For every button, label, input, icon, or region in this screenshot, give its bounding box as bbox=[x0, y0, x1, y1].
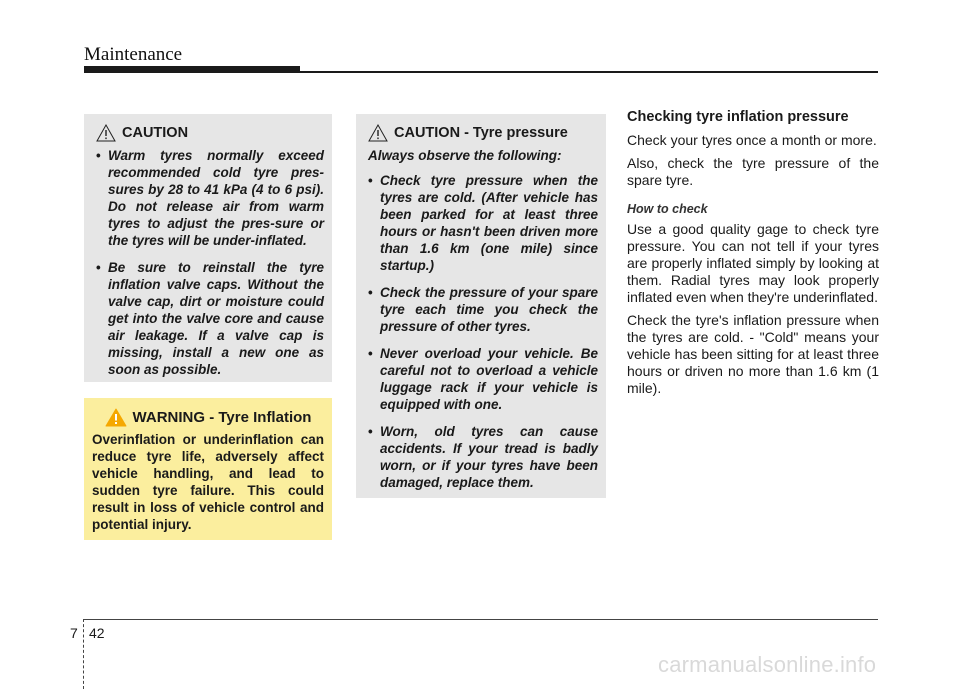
tyre-pressure-intro: Always observe the following: bbox=[368, 148, 562, 163]
list-item: • Check the pressure of your spare tyre each time you check the pressure of other tyres. bbox=[368, 284, 598, 335]
paragraph: Check the tyre's inflation pressure when the tyres are cold. - "Cold" means your vehicle has been sitting for at least three hours or driven no more than 1.6 km (1 mile). bbox=[627, 312, 879, 396]
footer-divider bbox=[83, 619, 84, 689]
list-item: • Warm tyres normally exceed recommended cold tyre pres-sures by 28 to 41 kPa (4 to 6 psi). Do not release air from warm tyres to adjust the pres-sure or the tyres will be under-inflated. bbox=[96, 147, 324, 249]
list-item: • Never overload your vehicle. Be careful not to overload a vehicle luggage rack if your vehicle is equipped with one. bbox=[368, 345, 598, 413]
paragraph: Use a good quality gage to check tyre pressure. You can not tell if your tyres are properly inflated simply by looking at them. Radial tyres may look properly inflated even when they're underinflated. bbox=[627, 221, 879, 305]
paragraph: Also, check the tyre pressure of the spare tyre. bbox=[627, 155, 879, 188]
list-item: • Worn, old tyres can cause accidents. If your tread is badly worn, or if your tyres have been damaged, replace them. bbox=[368, 423, 598, 491]
paragraph: Check your tyres once a month or more. bbox=[627, 132, 877, 148]
tyre-pressure-heading bbox=[368, 122, 598, 144]
warning-box bbox=[84, 398, 332, 540]
chapter-number: 7 bbox=[70, 625, 78, 641]
caution-list bbox=[96, 147, 324, 378]
main-heading: Checking tyre inflation pressure bbox=[627, 109, 849, 125]
warning-title: WARNING - Tyre Inflation bbox=[132, 408, 312, 426]
header-bar bbox=[84, 66, 300, 73]
main-text-column bbox=[627, 108, 879, 403]
watermark: carmanualsonline.info bbox=[658, 652, 877, 677]
subheading: How to check bbox=[627, 202, 708, 216]
footer-rule bbox=[84, 619, 878, 620]
warning-heading bbox=[92, 406, 324, 428]
warning-triangle-icon bbox=[105, 408, 127, 427]
tyre-pressure-list bbox=[368, 172, 598, 491]
caution-title: CAUTION bbox=[122, 125, 189, 141]
caution-heading bbox=[96, 122, 324, 144]
list-item: • Be sure to reinstall the tyre inflation valve caps. Without the valve cap, dirt or moisture could get into the valve core and cause air leakage. If a valve cap is missing, install a new one as soon as possible. bbox=[96, 259, 324, 378]
caution-box bbox=[84, 114, 332, 382]
tyre-pressure-title: CAUTION - Tyre pressure bbox=[394, 125, 568, 141]
section-title: Maintenance bbox=[84, 44, 183, 65]
list-item: • Check tyre pressure when the tyres are cold. (After vehicle has been parked for at least three hours or hasn't been driven more than 1.6 km (one mile) since startup.) bbox=[368, 172, 598, 274]
tyre-pressure-caution-box bbox=[356, 114, 606, 498]
caution-triangle-icon bbox=[96, 124, 116, 142]
header-rule bbox=[300, 71, 878, 73]
page-number: 42 bbox=[89, 625, 105, 641]
caution-triangle-icon bbox=[368, 124, 388, 142]
warning-body: Overinflation or underinflation can reduce tyre life, adversely affect vehicle handling, and lead to sudden tyre failure. This could result in loss of vehicle control and potential injury. bbox=[92, 432, 324, 532]
